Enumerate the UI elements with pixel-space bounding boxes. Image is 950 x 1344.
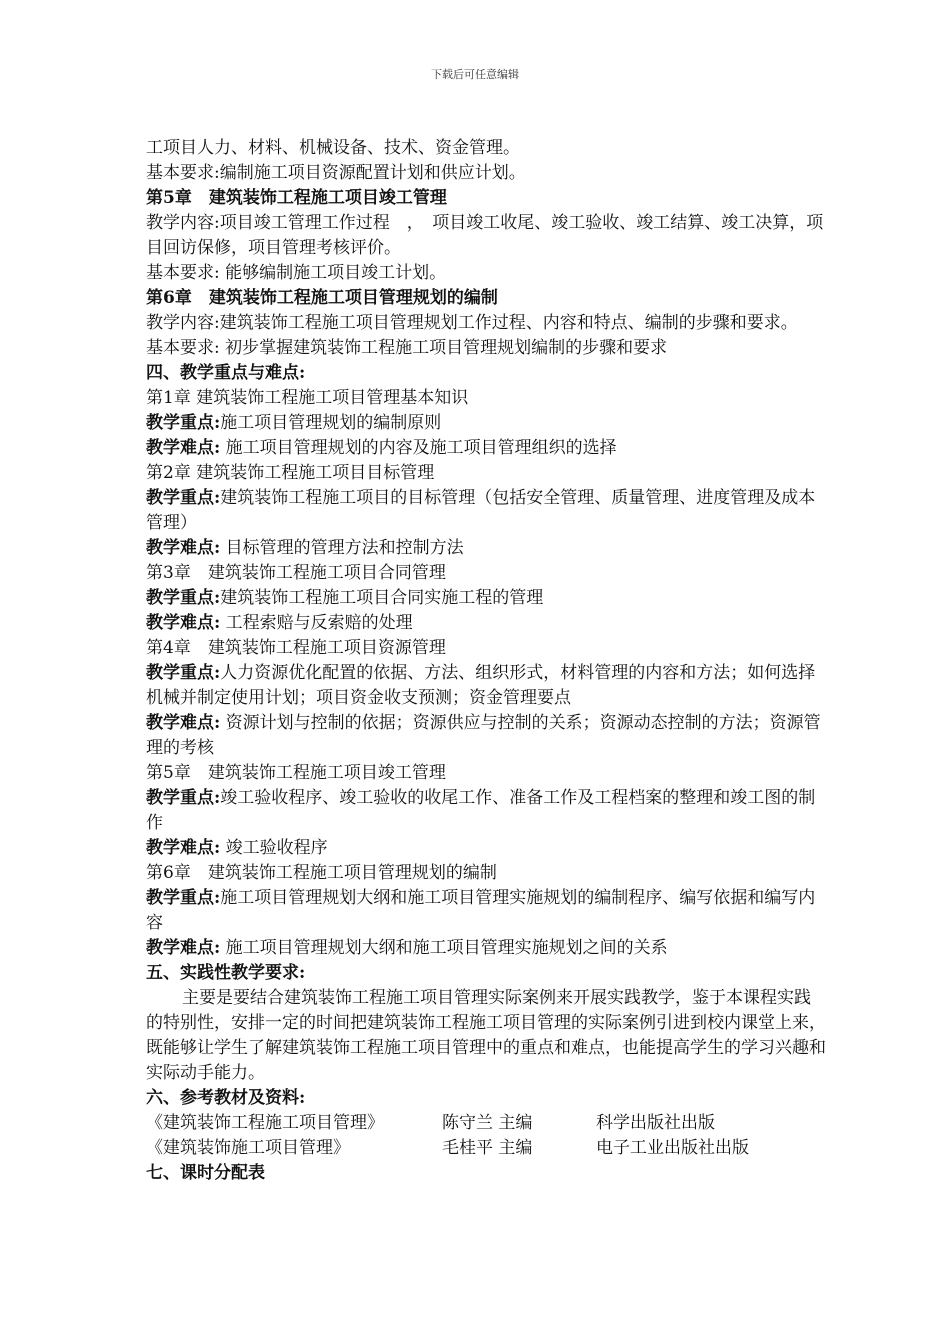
reference-title: 《建筑装饰施工项目管理》 (146, 1138, 350, 1158)
teaching-content: 教学内容:项目竣工管理工作过程 ， 项目竣工收尾、竣工验收、竣工结算、竣工决算，项目回访保修，项目管理考核评价。 (146, 213, 824, 258)
section-heading: 六、参考教材及资料: (146, 1088, 306, 1108)
teaching-focus (146, 586, 826, 611)
teaching-difficulty (146, 836, 826, 861)
focus-label: 教学重点: (146, 663, 221, 683)
focus-label: 教学重点: (146, 488, 221, 508)
focus-text: 建筑装饰工程施工项目的目标管理（包括安全管理、质量管理、进度管理及成本管理） (146, 488, 816, 533)
chapter-title: 第5章 建筑装饰工程施工项目竣工管理 (146, 763, 446, 783)
text-line: 工项目人力、材料、机械设备、技术、资金管理。 (146, 138, 520, 158)
focus-text: 建筑装饰工程施工项目合同实施工程的管理 (220, 588, 544, 608)
difficulty-text: 目标管理的管理方法和控制方法 (220, 538, 464, 558)
difficulty-text: 资源计划与控制的依据；资源供应与控制的关系；资源动态控制的方法；资源管理的考核 (146, 713, 821, 758)
text-line: 基本要求:编制施工项目资源配置计划和供应计划。 (146, 163, 526, 183)
chapter-title: 第1章 建筑装饰工程施工项目管理基本知识 (146, 388, 469, 408)
focus-label: 教学重点: (146, 888, 221, 908)
teaching-difficulty (146, 936, 826, 961)
practice-paragraph: 主要是要结合建筑装饰工程施工项目管理实际案例来开展实践教学，鉴于本课程实践的特别性，安排一定的时间把建筑装饰工程施工项目管理的实际案例引进到校内课堂上来，既能够让学生了解建筑装饰工程施工项目管理中的重点和难点，也能提高学生的学习兴趣和实际动手能力。 (146, 988, 826, 1083)
teaching-content: 教学内容:建筑装饰工程施工项目管理规划工作过程、内容和特点、编制的步骤和要求。 (146, 313, 798, 333)
teaching-focus (146, 786, 826, 836)
reference-title: 《建筑装饰工程施工项目管理》 (146, 1113, 384, 1133)
difficulty-label: 教学难点: (146, 438, 221, 458)
chapter-title: 第3章 建筑装饰工程施工项目合同管理 (146, 563, 446, 583)
focus-label: 教学重点: (146, 413, 221, 433)
basic-requirement: 基本要求: 初步掌握建筑装饰工程施工项目管理规划编制的步骤和要求 (146, 338, 668, 358)
difficulty-label: 教学难点: (146, 613, 221, 633)
chapter-title: 第6章 建筑装饰工程施工项目管理规划的编制 (146, 863, 497, 883)
page-header: 下载后可任意编辑 (431, 68, 519, 81)
difficulty-label: 教学难点: (146, 938, 221, 958)
basic-requirement: 基本要求: 能够编制施工项目竣工计划。 (146, 263, 447, 283)
difficulty-label: 教学难点: (146, 713, 221, 733)
reference-publisher: 科学出版社出版 (596, 1113, 715, 1133)
teaching-focus (146, 886, 826, 936)
teaching-focus (146, 661, 826, 711)
reference-list (146, 1111, 826, 1161)
teaching-difficulty (146, 611, 826, 636)
difficulty-text: 工程索赔与反索赔的处理 (220, 613, 413, 633)
chapter-title: 第2章 建筑装饰工程施工项目目标管理 (146, 463, 435, 483)
focus-label: 教学重点: (146, 588, 221, 608)
focus-label: 教学重点: (146, 788, 221, 808)
difficulty-text: 施工项目管理规划的内容及施工项目管理组织的选择 (220, 438, 617, 458)
focus-text: 施工项目管理规划大纲和施工项目管理实施规划的编制程序、编写依据和编写内容 (146, 888, 816, 933)
section-heading: 五、实践性教学要求: (146, 963, 306, 983)
reference-publisher: 电子工业出版社出版 (596, 1138, 749, 1158)
difficulty-text: 竣工验收程序 (220, 838, 328, 858)
teaching-difficulty (146, 536, 826, 561)
teaching-difficulty (146, 436, 826, 461)
teaching-focus (146, 411, 826, 436)
chapter-title: 第4章 建筑装饰工程施工项目资源管理 (146, 638, 446, 658)
reference-author: 陈守兰 主编 (442, 1113, 533, 1133)
difficulty-text: 施工项目管理规划大纲和施工项目管理实施规划之间的关系 (220, 938, 668, 958)
reference-item (146, 1136, 826, 1161)
teaching-difficulty (146, 711, 826, 761)
document-body (146, 136, 826, 1186)
teaching-focus (146, 486, 826, 536)
reference-item (146, 1111, 826, 1136)
chapter-heading: 第5章 建筑装饰工程施工项目竣工管理 (146, 188, 447, 208)
focus-text: 竣工验收程序、竣工验收的收尾工作、准备工作及工程档案的整理和竣工图的制作 (146, 788, 816, 833)
focus-text: 人力资源优化配置的依据、方法、组织形式，材料管理的内容和方法；如何选择机械并制定使用计划；项目资金收支预测；资金管理要点 (146, 663, 816, 708)
difficulty-label: 教学难点: (146, 538, 221, 558)
focus-text: 施工项目管理规划的编制原则 (220, 413, 442, 433)
section-heading: 七、课时分配表 (146, 1163, 265, 1183)
difficulty-label: 教学难点: (146, 838, 221, 858)
reference-author: 毛桂平 主编 (442, 1138, 533, 1158)
chapter-heading: 第6章 建筑装饰工程施工项目管理规划的编制 (146, 288, 498, 308)
section-heading: 四、教学重点与难点: (146, 363, 306, 383)
